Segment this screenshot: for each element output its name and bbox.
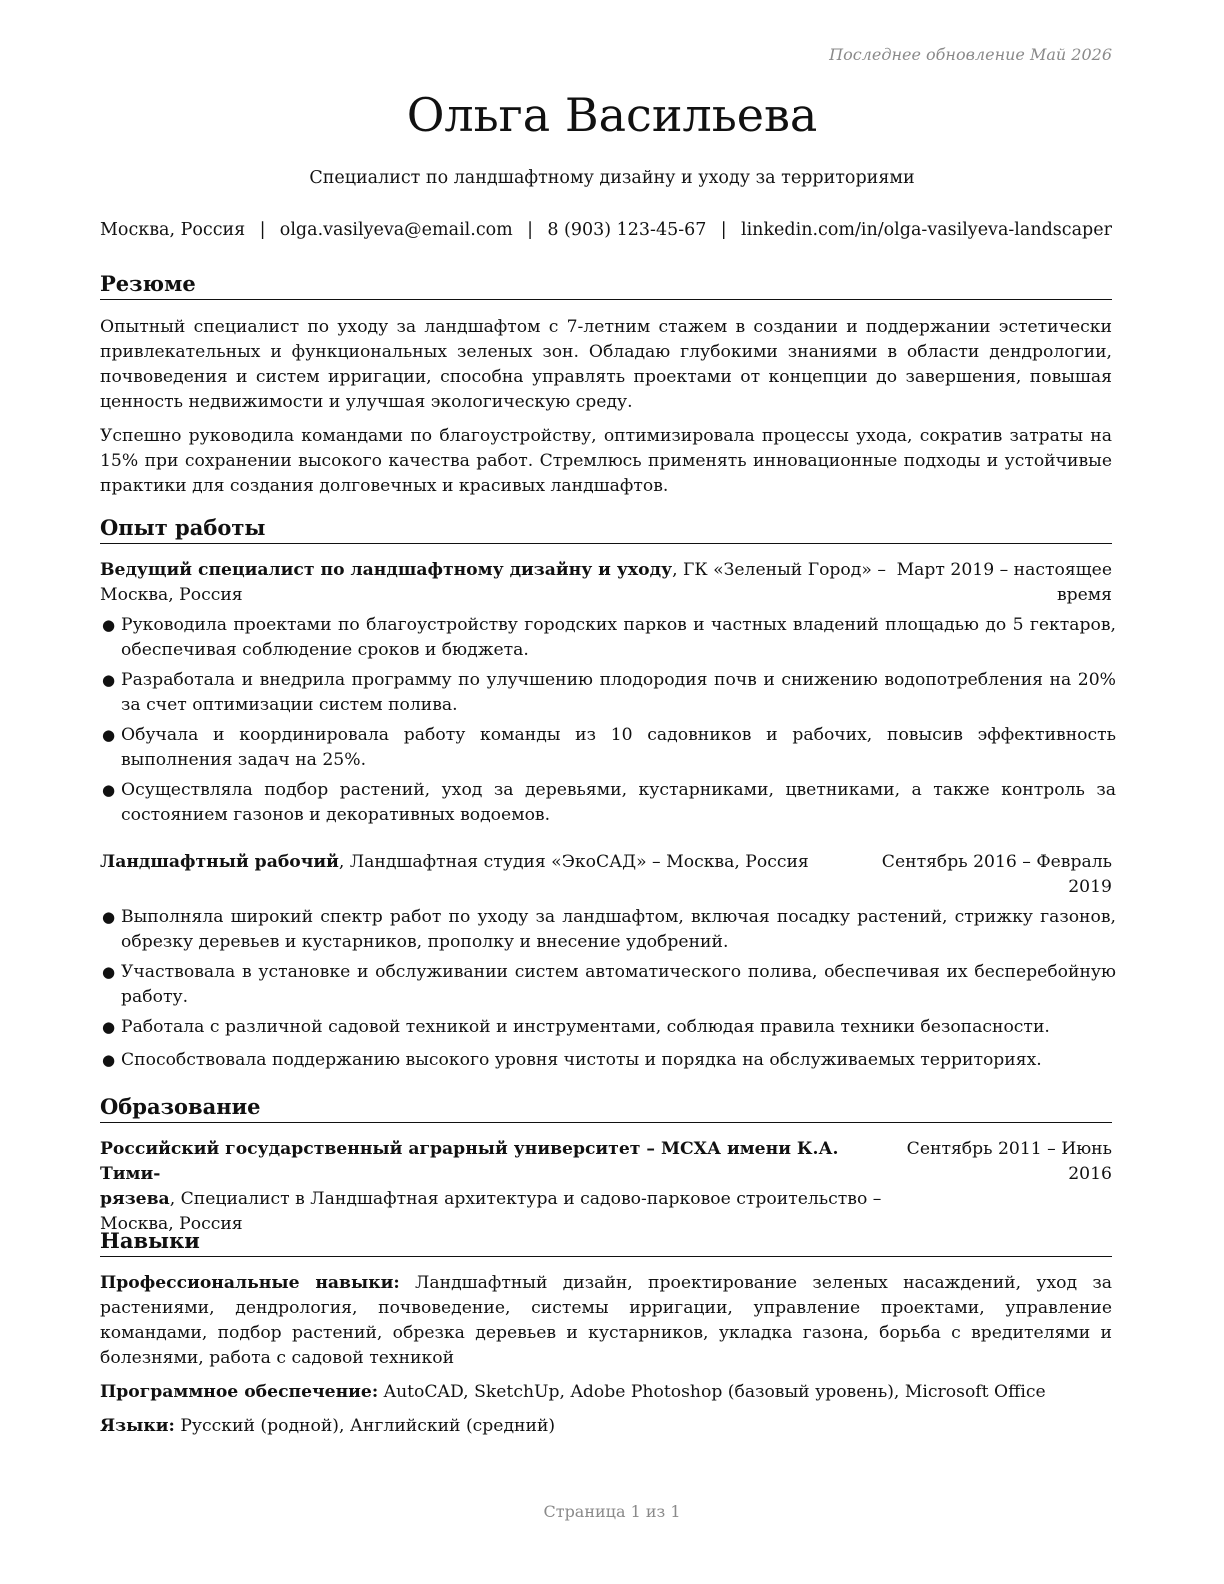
bullet-icon: ●: [102, 963, 116, 981]
job-dates-line-2: время: [1056, 585, 1112, 605]
skills-software-list: AutoCAD, SketchUp, Adobe Photoshop (базовый уровень), Microsoft Office: [383, 1382, 1046, 1402]
contact-linkedin[interactable]: linkedin.com/in/olga-vasilyeva-landscaper: [740, 220, 1112, 240]
job-dates-line-1: Март 2019 – настоящее: [896, 560, 1112, 580]
bullet-icon: ●: [102, 781, 116, 799]
contact-separator: |: [259, 220, 266, 240]
skills-professional: [100, 1271, 1112, 1371]
contact-separator: |: [527, 220, 533, 240]
last-updated: Последнее обновление Май 2026: [829, 45, 1112, 64]
job-title-line: [100, 558, 886, 608]
job-location: Москва, Россия: [100, 585, 243, 605]
bullet-icon: ●: [102, 726, 116, 744]
contact-phone: 8 (903) 123-45-67: [547, 220, 707, 240]
bullet-icon: ●: [102, 1051, 116, 1069]
job-header: [100, 558, 1112, 608]
bullet-icon: ●: [102, 908, 116, 926]
contact-line: [100, 220, 1112, 240]
education-dates-line-1: Сентябрь 2011 – Июнь: [906, 1139, 1112, 1159]
bullet-text: Обучала и координировала работу команды из 10 садовников и рабочих, повысив эффективность выполнения задач на 25%.: [121, 725, 1116, 770]
candidate-title: Специалист по ландшафтному дизайну и уходу за территориями: [309, 168, 915, 188]
bullet-icon: ●: [102, 1018, 116, 1036]
job-title-line: [100, 850, 809, 875]
education-institution: [100, 1137, 890, 1237]
skills-software: [100, 1380, 1112, 1405]
bullet-text: Осуществляла подбор растений, уход за деревьями, кустарниками, цветниками, а также контроль за состоянием газонов и декоративных водоемов.: [121, 780, 1116, 825]
skills-languages-list: Русский (родной), Английский (средний): [180, 1416, 556, 1436]
job-dates-line-2: 2019: [1068, 877, 1112, 897]
section-title-skills: Навыки: [100, 1228, 1112, 1257]
education-entry: [100, 1137, 1112, 1234]
contact-separator: |: [720, 220, 727, 240]
job-dates: [897, 558, 1112, 608]
candidate-name: Ольга Васильева: [406, 88, 818, 142]
school-name-line-1: Российский государственный аграрный университет – МСХА имени К.А. Тими-: [100, 1139, 839, 1184]
skills-software-label: Программное обеспечение:: [100, 1382, 379, 1402]
job-header: [100, 850, 1112, 900]
job-role: Ведущий специалист по ландшафтному дизайну и уходу: [100, 560, 673, 580]
job-company: , ГК «Зеленый Город» –: [672, 560, 886, 580]
bullet-text: Разработала и внедрила программу по улучшению плодородия почв и снижению водопотребления на 20% за счет оптимизации систем полива.: [121, 670, 1116, 715]
section-title-education: Образование: [100, 1094, 1112, 1123]
section-title-experience: Опыт работы: [100, 515, 1112, 544]
job-role: Ландшафтный рабочий: [100, 852, 339, 872]
job-dates-line-1: Сентябрь 2016 – Февраль: [881, 852, 1112, 872]
job-company: , Ландшафтная студия «ЭкоСАД» – Москва, Россия: [338, 852, 809, 872]
contact-location: Москва, Россия: [100, 220, 246, 240]
bullet-icon: ●: [102, 671, 116, 689]
skills-languages-label: Языки:: [100, 1416, 175, 1436]
section-title-summary: Резюме: [100, 271, 1112, 300]
contact-email[interactable]: olga.vasilyeva@email.com: [279, 220, 513, 240]
skills-languages: [100, 1414, 1112, 1439]
education-dates: [907, 1137, 1112, 1187]
skills-professional-label: Профессиональные навыки:: [100, 1273, 400, 1293]
summary-paragraph-2: Успешно руководила командами по благоустройству, оптимизировала процессы ухода, сократив затраты на 15% при сохранении высокого качества работ. Стремлюсь применять инновационные подходы и устойчивые практики для создания долговечных и красивых ландшафтов.: [100, 426, 1112, 496]
skills-professional-list: Ландшафтный дизайн, проектирование зеленых насаждений, уход за растениями, дендрология, почвоведение, системы ирригации, управление проектами, управление командами, подбор растений, обрезка деревьев и кустарников, укладка газона, борьба с вредителями и болезнями, работа с садовой техникой: [100, 1273, 1112, 1368]
school-name-line-2: рязева: [100, 1189, 170, 1209]
bullet-text: Руководила проектами по благоустройству городских парков и частных владений площадью до 5 гектаров, обеспечивая соблюдение сроков и бюджета.: [121, 615, 1116, 660]
bullet-text: Участвовала в установке и обслуживании систем автоматического полива, обеспечивая их бесперебойную работу.: [121, 962, 1116, 1007]
bullet-text: Работала с различной садовой техникой и инструментами, соблюдая правила техники безопасности.: [121, 1017, 1050, 1037]
summary-paragraph-1: Опытный специалист по уходу за ландшафтом с 7-летним стажем в создании и поддержании эстетически привлекательных и функциональных зеленых зон. Обладаю глубокими знаниями в области дендрологии, почвоведения и систем ирригации, способна управлять проектами от концепции до завершения, повышая ценность недвижимости и улучшая экологическую среду.: [100, 317, 1112, 412]
job-dates: [882, 850, 1112, 900]
education-degree: , Специалист в Ландшафтная архитектура и садово-парковое строительство –: [169, 1189, 882, 1209]
bullet-icon: ●: [102, 616, 116, 634]
bullet-text: Выполняла широкий спектр работ по уходу за ландшафтом, включая посадку растений, стрижку газонов, обрезку деревьев и кустарников, прополку и внесение удобрений.: [121, 907, 1116, 952]
education-dates-line-2: 2016: [1068, 1164, 1112, 1184]
bullet-text: Способствовала поддержанию высокого уровня чистоты и порядка на обслуживаемых территориях.: [121, 1050, 1042, 1070]
page-number: Страница 1 из 1: [543, 1502, 681, 1521]
education-location: Москва, Россия: [100, 1214, 243, 1234]
